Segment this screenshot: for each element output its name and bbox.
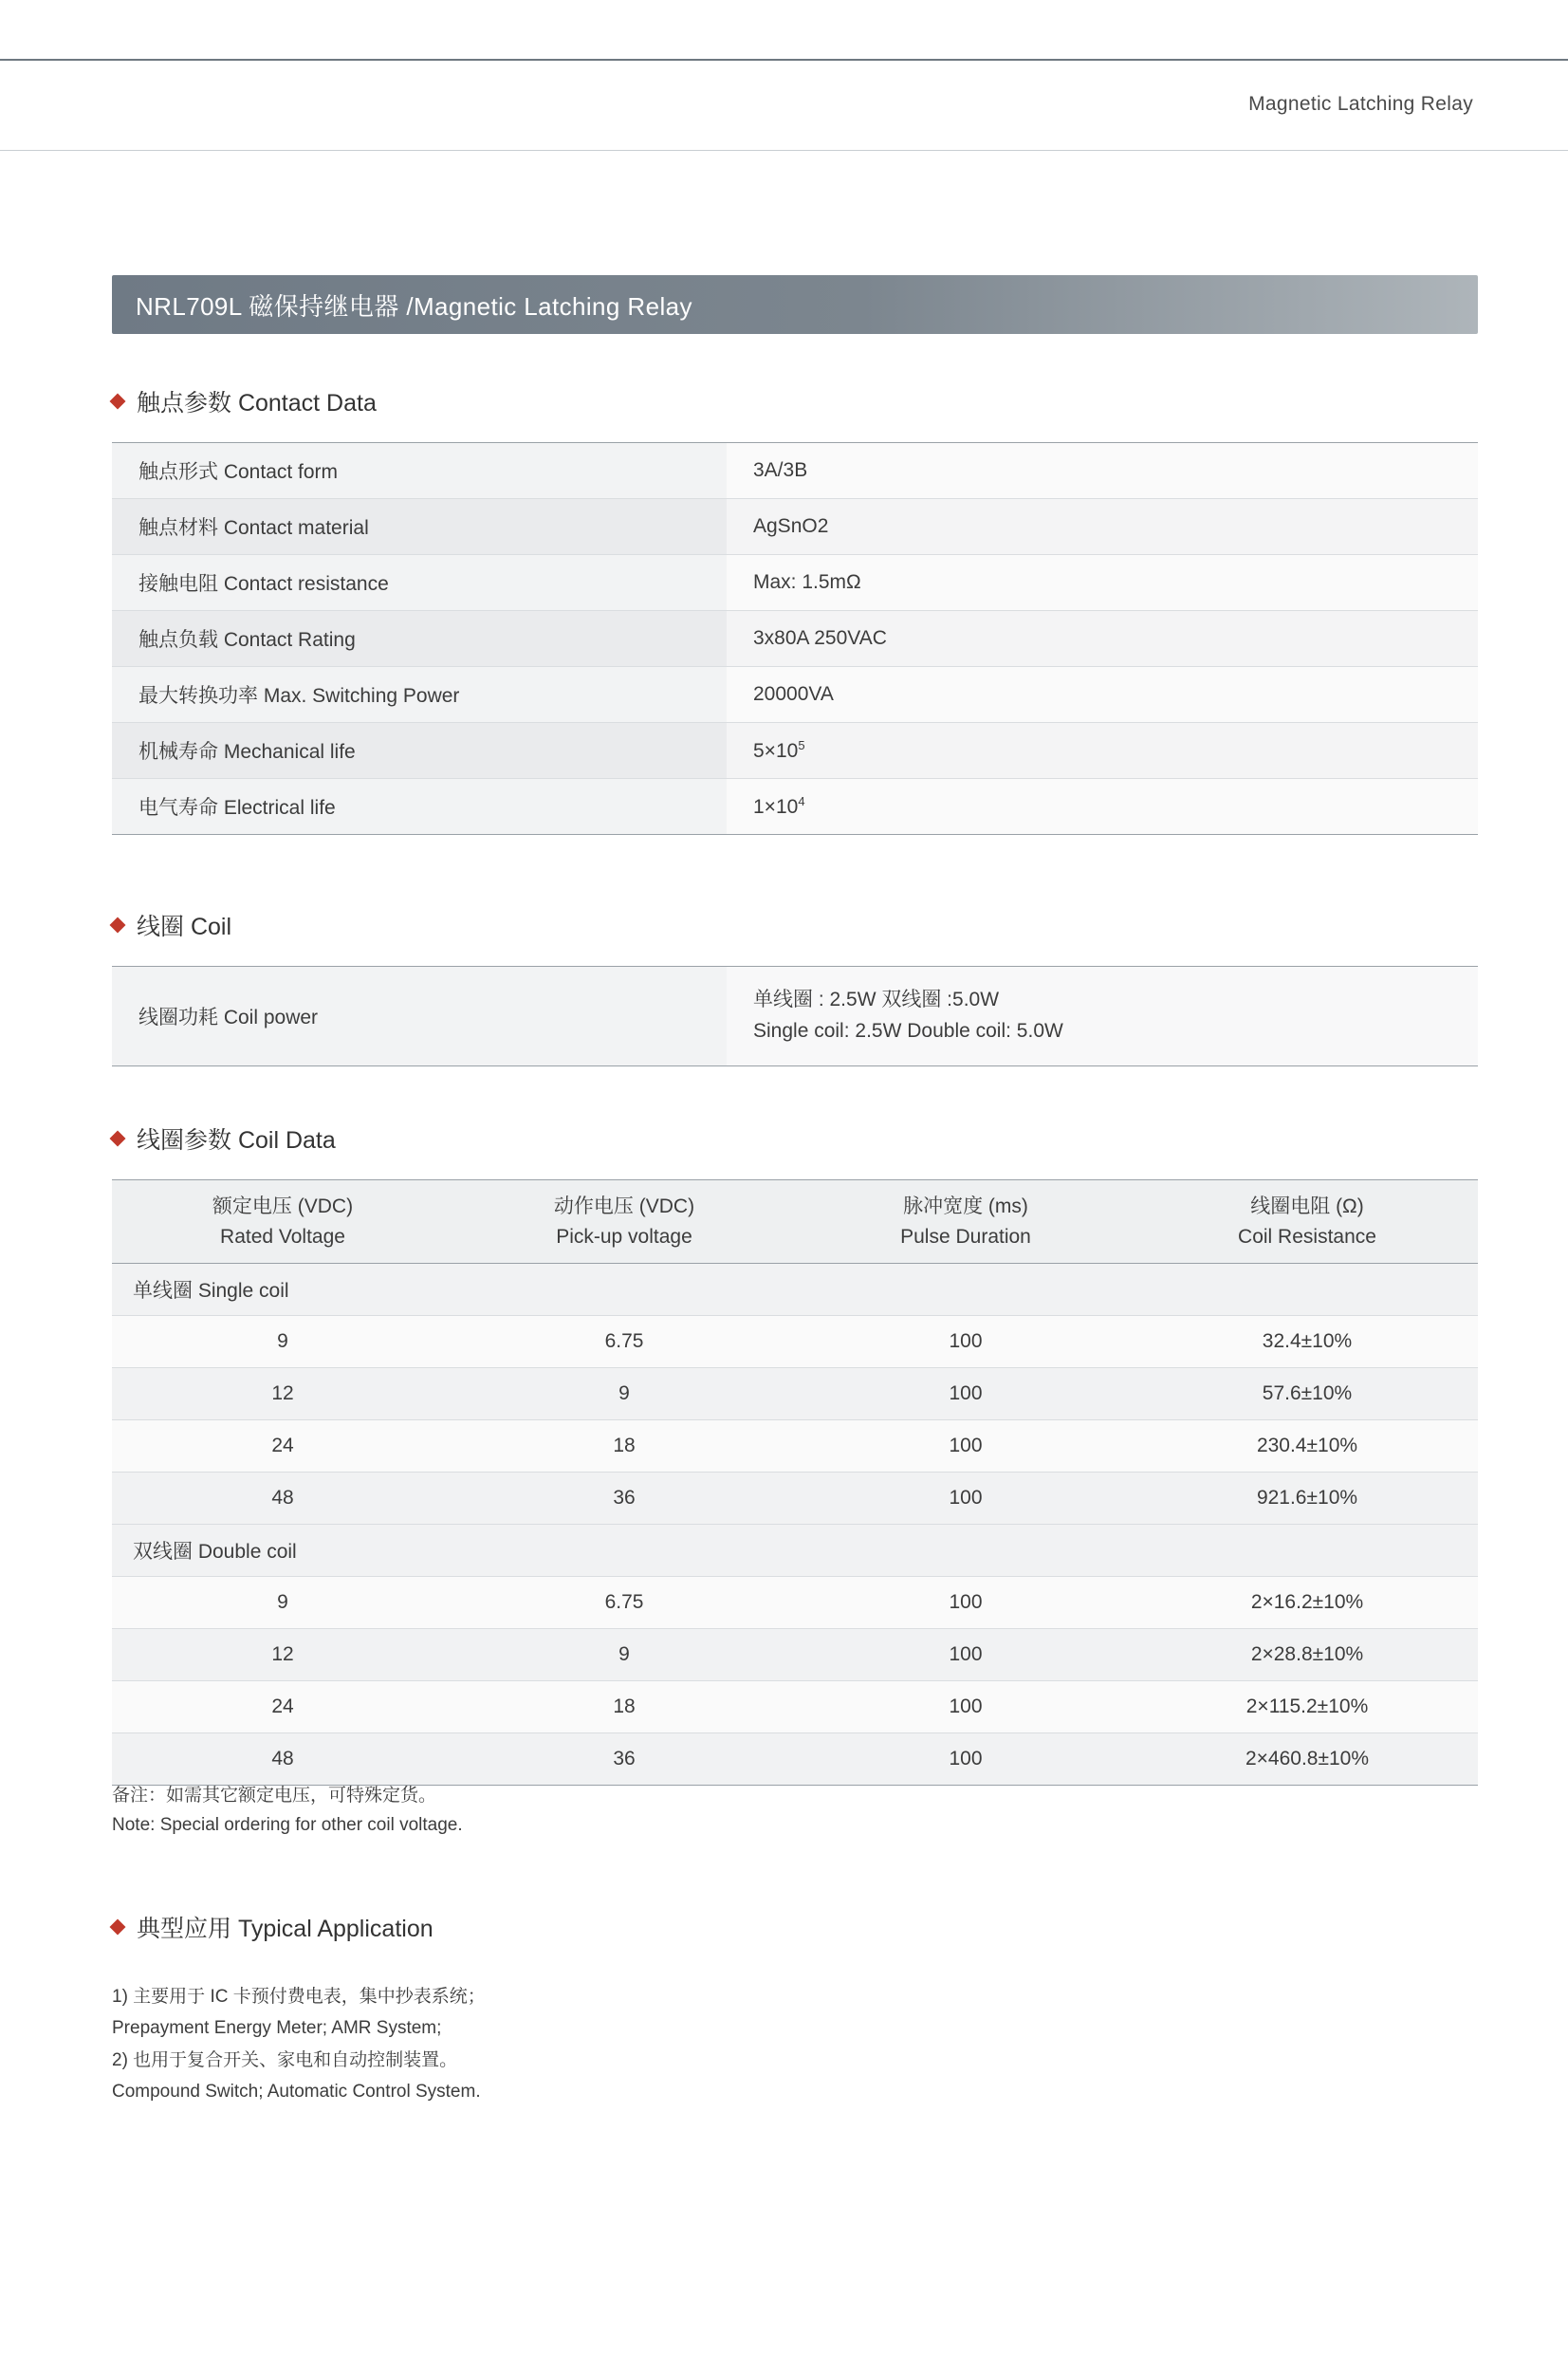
cell-pickup-voltage: 36 [453,1733,795,1786]
coil-data-note [112,1781,463,1841]
cell-pulse-duration: 100 [795,1420,1136,1473]
coil-power-key: 线圈功耗 Coil power [112,967,727,1066]
table-row [112,1733,1478,1786]
cell-coil-resistance: 32.4±10% [1136,1316,1478,1368]
col-rated-voltage-en: Rated Voltage [220,1225,345,1248]
group-label-double-coil: 双线圈 Double coil [112,1525,1478,1577]
section-heading-coil-data-label: 线圈参数 Coil Data [137,1127,336,1154]
contact-resistance-value: Max: 1.5mΩ [727,555,1478,611]
coil-power-table [112,966,1478,1066]
col-pulse-duration [795,1180,1136,1264]
section-heading-coil-data [112,1121,336,1156]
table-row [112,1473,1478,1525]
col-coil-resistance-en: Coil Resistance [1238,1225,1376,1248]
cell-pickup-voltage: 6.75 [453,1577,795,1629]
cell-pickup-voltage: 9 [453,1368,795,1420]
application-line-3: 2) 也用于复合开关、家电和自动控制装置。 [112,2049,458,2070]
table-row [112,1577,1478,1629]
table-header-row [112,1180,1478,1264]
cell-pickup-voltage: 6.75 [453,1316,795,1368]
contact-resistance-key: 接触电阻 Contact resistance [112,555,727,611]
coil-data-table [112,1179,1478,1786]
cell-pickup-voltage: 9 [453,1629,795,1681]
cell-pickup-voltage: 18 [453,1681,795,1733]
contact-material-value: AgSnO2 [727,499,1478,555]
section-heading-typical-application-label: 典型应用 Typical Application [137,1916,434,1942]
cell-rated-voltage: 24 [112,1420,453,1473]
table-row [112,1629,1478,1681]
mechanical-life-base: 5×10 [753,740,799,762]
cell-coil-resistance: 230.4±10% [1136,1420,1478,1473]
coil-power-value-cn: 单线圈 : 2.5W 双线圈 :5.0W [753,989,1000,1011]
cell-rated-voltage: 9 [112,1316,453,1368]
coil-power-value-en: Single coil: 2.5W Double coil: 5.0W [753,1020,1063,1042]
application-line-4: Compound Switch; Automatic Control System. [112,2081,481,2102]
table-row [112,1368,1478,1420]
contact-material-key: 触点材料 Contact material [112,499,727,555]
max-switching-power-key: 最大转换功率 Max. Switching Power [112,667,727,723]
table-row [112,443,1478,499]
section-heading-contact-data [112,384,377,418]
page-header [0,0,1568,152]
group-label-single-coil: 单线圈 Single coil [112,1264,1478,1316]
cell-pulse-duration: 100 [795,1316,1136,1368]
header-rule-bottom [0,150,1568,151]
header-title: Magnetic Latching Relay [1248,93,1473,115]
header-rule-top [0,59,1568,61]
col-pulse-duration-cn: 脉冲宽度 (ms) [903,1195,1028,1217]
table-row [112,723,1478,779]
table-row [112,1316,1478,1368]
table-row [112,967,1478,1066]
cell-coil-resistance: 2×28.8±10% [1136,1629,1478,1681]
diamond-bullet-icon [110,394,126,410]
max-switching-power-value: 20000VA [727,667,1478,723]
cell-rated-voltage: 9 [112,1577,453,1629]
cell-pickup-voltage: 36 [453,1473,795,1525]
table-row [112,611,1478,667]
col-pickup-voltage-en: Pick-up voltage [556,1225,692,1248]
electrical-life-key: 电气寿命 Electrical life [112,779,727,835]
diamond-bullet-icon [110,917,126,934]
mechanical-life-key: 机械寿命 Mechanical life [112,723,727,779]
cell-pulse-duration: 100 [795,1368,1136,1420]
cell-rated-voltage: 48 [112,1473,453,1525]
col-pickup-voltage [453,1180,795,1264]
coil-power-value [727,967,1478,1066]
cell-rated-voltage: 48 [112,1733,453,1786]
table-row [112,779,1478,835]
table-row [112,499,1478,555]
diamond-bullet-icon [110,1131,126,1147]
col-pulse-duration-en: Pulse Duration [900,1225,1031,1248]
col-pickup-voltage-cn: 动作电压 (VDC) [553,1195,695,1217]
product-title-bar [112,275,1478,334]
application-line-1: 1) 主要用于 IC 卡预付费电表，集中抄表系统； [112,1987,486,2007]
col-rated-voltage-cn: 额定电压 (VDC) [212,1195,354,1217]
cell-coil-resistance: 57.6±10% [1136,1368,1478,1420]
cell-coil-resistance: 2×115.2±10% [1136,1681,1478,1733]
electrical-life-value [727,779,1478,835]
contact-form-value: 3A/3B [727,443,1478,499]
cell-coil-resistance: 2×16.2±10% [1136,1577,1478,1629]
product-title: NRL709L 磁保持继电器 /Magnetic Latching Relay [136,291,692,321]
mechanical-life-value [727,723,1478,779]
cell-pulse-duration: 100 [795,1733,1136,1786]
cell-coil-resistance: 921.6±10% [1136,1473,1478,1525]
cell-pulse-duration: 100 [795,1629,1136,1681]
diamond-bullet-icon [110,1919,126,1936]
col-coil-resistance-cn: 线圈电阻 (Ω) [1250,1195,1364,1217]
electrical-life-base: 1×10 [753,796,799,818]
cell-pulse-duration: 100 [795,1577,1136,1629]
coil-data-note-en: Note: Special ordering for other coil voltage. [112,1815,463,1836]
table-row [112,555,1478,611]
cell-rated-voltage: 24 [112,1681,453,1733]
contact-rating-value: 3x80A 250VAC [727,611,1478,667]
cell-coil-resistance: 2×460.8±10% [1136,1733,1478,1786]
group-row-single-coil [112,1264,1478,1316]
cell-rated-voltage: 12 [112,1629,453,1681]
application-line-2: Prepayment Energy Meter; AMR System; [112,2018,442,2039]
section-heading-coil-label: 线圈 Coil [137,914,232,940]
cell-pulse-duration: 100 [795,1473,1136,1525]
section-heading-contact-data-label: 触点参数 Contact Data [137,390,377,417]
section-heading-typical-application [112,1910,434,1944]
typical-application-text [112,1981,486,2107]
mechanical-life-exponent: 5 [798,738,805,752]
section-heading-coil [112,908,231,942]
cell-pulse-duration: 100 [795,1681,1136,1733]
table-row [112,667,1478,723]
group-row-double-coil [112,1525,1478,1577]
table-row [112,1420,1478,1473]
table-row [112,1681,1478,1733]
contact-rating-key: 触点负载 Contact Rating [112,611,727,667]
contact-data-table [112,442,1478,835]
contact-form-key: 触点形式 Contact form [112,443,727,499]
cell-pickup-voltage: 18 [453,1420,795,1473]
electrical-life-exponent: 4 [798,794,805,808]
col-coil-resistance [1136,1180,1478,1264]
cell-rated-voltage: 12 [112,1368,453,1420]
col-rated-voltage [112,1180,453,1264]
coil-data-note-cn: 备注：如需其它额定电压，可特殊定货。 [112,1786,437,1806]
